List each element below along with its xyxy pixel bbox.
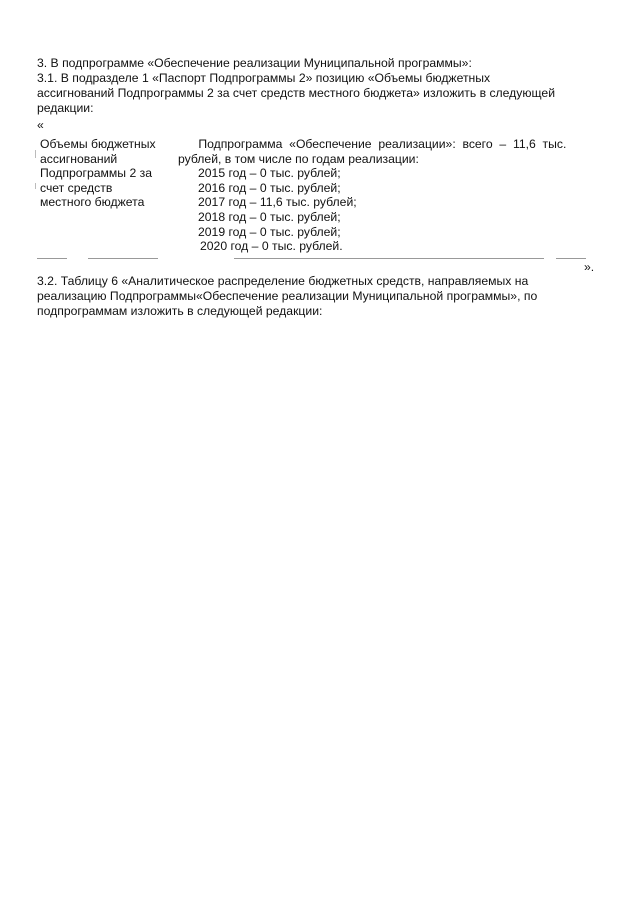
section-3-heading: 3. В подпрограмме «Обеспечение реализации Муниципальной программы»:: [37, 56, 472, 70]
year-item: 2016 год – 0 тыс. рублей;: [198, 180, 341, 195]
table-bottom-border: [234, 258, 544, 259]
year-item: 2018 год – 0 тыс. рублей;: [198, 209, 341, 224]
left-cell-line: Подпрограммы 2 за: [40, 166, 152, 181]
year-list: [178, 166, 598, 254]
right-cell-intro-2: рублей, в том числе по годам реализации:: [178, 151, 419, 166]
section-3-2-line-1: 3.2. Таблицу 6 «Аналитическое распределение бюджетных средств, направляемых на: [37, 274, 529, 288]
section-3-2-line-2: реализацию Подпрограммы«Обеспечение реализации Муниципальной программы», по: [37, 289, 538, 303]
right-cell-intro-1: Подпрограмма «Обеспечение реализации»: всего – 11,6 тыс.: [178, 137, 567, 151]
left-cell-line: счет средств: [40, 180, 113, 195]
table-bottom-border: [556, 258, 586, 259]
section-3-1-line-3: редакции:: [37, 101, 94, 115]
left-cell-line: Объемы бюджетных: [40, 137, 156, 151]
section-3-1-line-1: 3.1. В подразделе 1 «Паспорт Подпрограммы 2» позицию «Объемы бюджетных: [37, 71, 491, 85]
margin-mark: [35, 183, 36, 189]
section-3-1-line-2: ассигнований Подпрограммы 2 за счет средств местного бюджета» изложить в следующей: [37, 86, 555, 100]
year-item: 2015 год – 0 тыс. рублей;: [198, 166, 341, 181]
year-item: 2020 год – 0 тыс. рублей.: [200, 239, 343, 254]
closing-quote: ».: [584, 260, 595, 274]
year-item: 2017 год – 11,6 тыс. рублей;: [198, 195, 357, 210]
table-bottom-border: [88, 258, 158, 259]
left-cell-line: ассигнований: [40, 151, 118, 166]
section-3-2-line-3: подпрограммам изложить в следующей редакции:: [37, 304, 323, 318]
year-item: 2019 год – 0 тыс. рублей;: [198, 224, 341, 239]
table-bottom-border: [37, 258, 67, 259]
margin-mark: [35, 150, 36, 158]
opening-quote: «: [37, 118, 44, 132]
table-right-cell: [178, 137, 598, 254]
left-cell-line: местного бюджета: [40, 195, 145, 210]
table-left-cell: [40, 137, 175, 210]
